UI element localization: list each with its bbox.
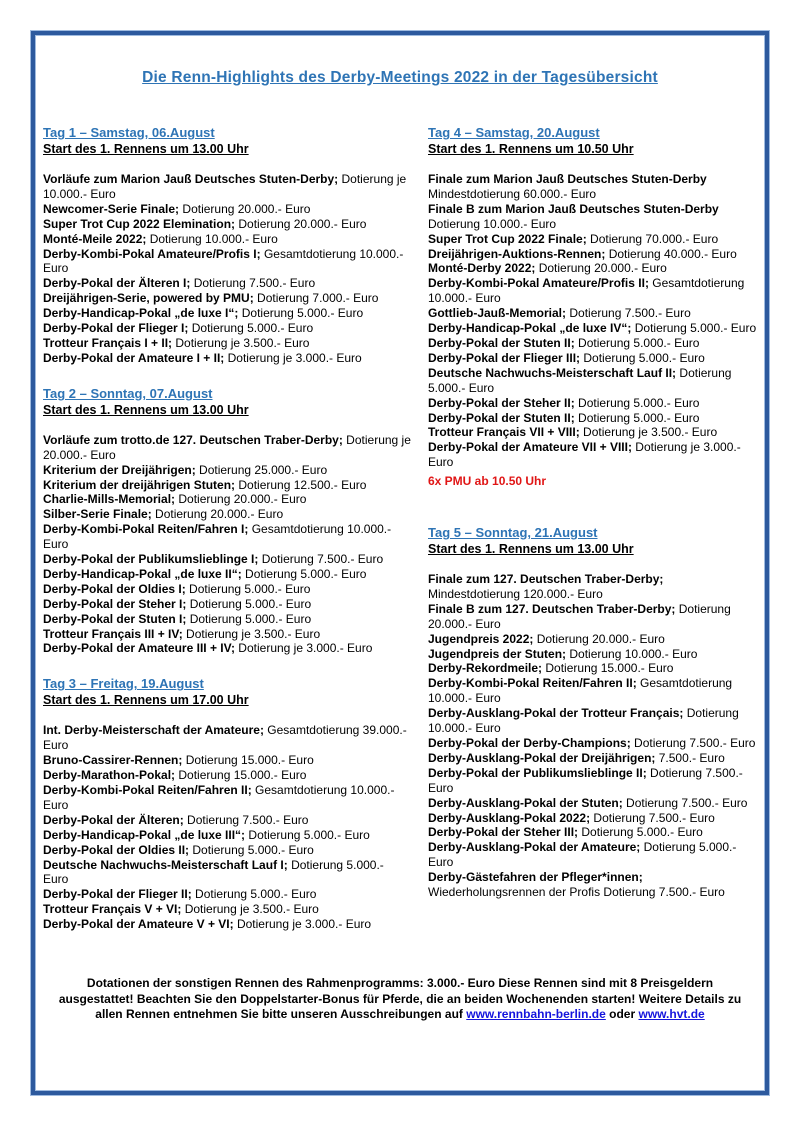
race-name: Monté-Meile 2022; <box>43 231 147 246</box>
footer-text: oder <box>605 1007 639 1022</box>
race-name: Derby-Handicap-Pokal „de luxe I“; <box>43 306 239 321</box>
race-item <box>43 247 411 277</box>
race-dotation: Dotierung je 3.000.- Euro <box>224 350 362 365</box>
race-dotation: Gesamtdotierung 10.000.- Euro <box>43 522 392 552</box>
race-item <box>428 602 758 632</box>
race-name: Derby-Marathon-Pokal; <box>43 768 176 783</box>
race-dotation: Dotierung 10.000.- Euro <box>146 231 278 246</box>
race-dotation: Dotierung 5.000.- Euro <box>189 842 314 857</box>
race-dotation: Dotierung je 3.000.- Euro <box>428 440 741 470</box>
race-name: Derby-Pokal der Steher III; <box>428 825 579 840</box>
race-dotation: Dotierung 10.000.- Euro <box>428 216 557 231</box>
race-dotation: Dotierung 20.000.- Euro <box>535 261 667 276</box>
race-dotation: Dotierung 7.500.- Euro <box>622 795 748 810</box>
race-dotation: Dotierung 7.500.- Euro <box>428 765 743 795</box>
race-item <box>43 507 411 522</box>
race-item <box>43 202 411 217</box>
race-dotation: Dotierung 20.000.- Euro <box>175 492 307 507</box>
race-dotation: Dotierung je 3.500.- Euro <box>579 425 718 440</box>
race-dotation: Dotierung 5.000.- Euro <box>245 827 370 842</box>
race-dotation: Dotierung je 3.000.- Euro <box>234 641 373 656</box>
race-name: Derby-Pokal der Älteren; <box>43 812 184 827</box>
race-dotation: Dotierung 20.000.- Euro <box>151 507 284 522</box>
race-dotation: 7.500.- Euro <box>655 750 725 765</box>
race-item <box>428 261 758 276</box>
race-name: Super Trot Cup 2022 Finale; <box>428 231 587 246</box>
race-item <box>43 492 411 507</box>
race-dotation: Gesamtdotierung 10.000.- Euro <box>43 246 404 276</box>
race-dotation: Dotierung 15.000.- Euro <box>175 768 307 783</box>
race-item <box>428 351 758 366</box>
race-item <box>43 783 411 813</box>
race-name: Finale B zum Marion Jauß Deutsches Stuten-Derby <box>428 201 719 216</box>
race-item <box>428 661 758 676</box>
race-name: Int. Derby-Meisterschaft der Amateure; <box>43 723 264 738</box>
page-border-frame <box>30 30 770 1096</box>
race-name: Derby-Kombi-Pokal Amateure/Profis II; <box>428 276 649 291</box>
race-name: Derby-Kombi-Pokal Reiten/Fahren II; <box>428 676 637 691</box>
race-name: Bruno-Cassirer-Rennen; <box>43 753 183 768</box>
race-name: Derby-Pokal der Flieger II; <box>43 887 192 902</box>
race-item <box>43 582 411 597</box>
first-race-start-time: Start des 1. Rennens um 13.00 Uhr <box>43 402 249 417</box>
race-name: Derby-Pokal der Flieger III; <box>428 350 581 365</box>
page-border-inner <box>35 35 765 1091</box>
race-dotation: Dotierung 5.000.- Euro <box>191 887 317 902</box>
race-name: Derby-Pokal der Amateure III + IV; <box>43 641 235 656</box>
race-dotation: Gesamtdotierung 10.000.- Euro <box>428 676 733 706</box>
race-name: Kriterium der Dreijährigen; <box>43 462 196 477</box>
race-dotation: Dotierung je 3.500.- Euro <box>182 626 321 641</box>
first-race-start-time: Start des 1. Rennens um 13.00 Uhr <box>43 142 249 156</box>
race-item <box>428 706 758 736</box>
race-item <box>428 202 758 232</box>
race-name: Trotteur Français V + VI; <box>43 902 182 917</box>
race-name: Vorläufe zum trotto.de 127. Deutschen Traber-Derby; <box>43 432 343 447</box>
race-name: Derby-Pokal der Oldies I; <box>43 581 186 596</box>
race-item <box>428 336 758 351</box>
two-column-layout <box>43 124 757 932</box>
race-item <box>43 217 411 232</box>
race-name: Finale zum 127. Deutschen Traber-Derby; <box>428 572 664 587</box>
race-dotation: Mindestdotierung 120.000.- Euro <box>428 586 603 601</box>
race-dotation: Dotierung 5.000.- Euro <box>238 306 364 321</box>
race-name: Trotteur Français VII + VIII; <box>428 425 580 440</box>
race-name: Derby-Ausklang-Pokal der Dreijährigen; <box>428 750 656 765</box>
race-item <box>428 825 758 840</box>
race-name: Derby-Kombi-Pokal Reiten/Fahren I; <box>43 522 249 537</box>
race-dotation: Dotierung 10.000.- Euro <box>566 646 698 661</box>
race-dotation: Dotierung 25.000.- Euro <box>195 462 328 477</box>
race-dotation: Dotierung 7.500.- Euro <box>190 276 316 291</box>
race-name: Derby-Pokal der Publikumslieblinge II; <box>428 765 647 780</box>
race-name: Derby-Handicap-Pokal „de luxe IV“; <box>428 321 632 336</box>
race-dotation: Dotierung 15.000.- Euro <box>182 753 314 768</box>
race-item <box>428 232 758 247</box>
day-section <box>428 524 758 900</box>
race-dotation: Dotierung 7.500.- Euro <box>183 812 309 827</box>
race-dotation: Dotierung 7.000.- Euro <box>253 291 379 306</box>
race-list <box>428 172 758 470</box>
race-item <box>428 736 758 751</box>
race-item <box>428 411 758 426</box>
race-name: Trotteur Français III + IV; <box>43 626 183 641</box>
race-dotation: Dotierung 5.000.- Euro <box>241 566 367 581</box>
race-name: Derby-Pokal der Amateure I + II; <box>43 350 225 365</box>
race-name: Dreijährigen-Serie, powered by PMU; <box>43 291 254 306</box>
race-dotation: Dotierung 20.000.- Euro <box>533 631 665 646</box>
race-item <box>43 843 411 858</box>
race-dotation: Dotierung 20.000.- Euro <box>179 201 311 216</box>
race-item <box>43 813 411 828</box>
race-name: Jugendpreis der Stuten; <box>428 646 567 661</box>
first-race-start-time: Start des 1. Rennens um 17.00 Uhr <box>43 693 249 708</box>
race-item <box>428 306 758 321</box>
race-name: Derby-Kombi-Pokal Amateure/Profis I; <box>43 246 261 261</box>
race-dotation: Dotierung 5.000.- Euro <box>43 857 384 887</box>
race-item <box>43 552 411 567</box>
race-item <box>428 870 758 900</box>
race-name: Derby-Pokal der Steher I; <box>43 596 187 611</box>
race-dotation: Dotierung 15.000.- Euro <box>542 661 674 676</box>
race-name: Finale B zum 127. Deutschen Traber-Derby; <box>428 601 676 616</box>
pmu-note: 6x PMU ab 10.50 Uhr <box>428 474 547 489</box>
race-name: Dreijährigen-Auktions-Rennen; <box>428 246 606 261</box>
race-dotation: Dotierung 5.000.- Euro <box>186 596 312 611</box>
race-name: Derby-Ausklang-Pokal der Trotteur Français; <box>428 706 684 721</box>
race-name: Derby-Ausklang-Pokal der Stuten; <box>428 795 623 810</box>
race-item <box>428 321 758 336</box>
race-dotation: Dotierung je 20.000.- Euro <box>43 432 411 462</box>
race-dotation: Dotierung 5.000.- Euro <box>428 840 737 870</box>
race-dotation: Dotierung 5.000.- Euro <box>574 395 700 410</box>
race-dotation: Dotierung 20.000.- Euro <box>235 216 367 231</box>
race-item <box>43 306 411 321</box>
race-item <box>43 478 411 493</box>
day-heading: Tag 1 – Samstag, 06.August <box>43 125 215 140</box>
race-name: Finale zum Marion Jauß Deutsches Stuten-Derby <box>428 172 707 186</box>
left-column <box>43 124 411 932</box>
day-section <box>43 675 411 932</box>
race-item <box>43 351 411 366</box>
day-section <box>43 385 411 657</box>
race-dotation: Dotierung 12.500.- Euro <box>235 477 367 492</box>
race-item <box>428 425 758 440</box>
race-name: Deutsche Nachwuchs-Meisterschaft Lauf I; <box>43 857 288 872</box>
race-name: Derby-Pokal der Amateure V + VI; <box>43 917 234 932</box>
race-name: Derby-Pokal der Stuten II; <box>428 410 575 425</box>
race-dotation: Dotierung 5.000.- Euro <box>185 581 311 596</box>
race-item <box>428 172 758 202</box>
race-dotation: Dotierung 5.000.- Euro <box>578 825 703 840</box>
race-item <box>43 567 411 582</box>
first-race-start-time: Start des 1. Rennens um 13.00 Uhr <box>428 542 634 557</box>
race-name: Derby-Gästefahren der Pfleger*innen; <box>428 870 643 885</box>
race-item <box>43 291 411 306</box>
race-name: Gottlieb-Jauß-Memorial; <box>428 306 567 321</box>
race-item <box>43 172 411 202</box>
race-dotation: Dotierung 5.000.- Euro <box>428 365 732 395</box>
race-name: Derby-Pokal der Amateure VII + VIII; <box>428 440 632 455</box>
race-item <box>43 627 411 642</box>
race-dotation: Dotierung 7.500.- Euro <box>630 736 756 750</box>
race-dotation: Dotierung 40.000.- Euro <box>605 246 737 261</box>
race-dotation: Gesamtdotierung 39.000.- Euro <box>43 723 407 753</box>
race-item <box>428 247 758 262</box>
race-name: Monté-Derby 2022; <box>428 261 536 276</box>
day-heading: Tag 2 – Sonntag, 07.August <box>43 385 213 401</box>
race-item <box>428 647 758 662</box>
race-item <box>428 766 758 796</box>
race-dotation: Dotierung 5.000.- Euro <box>188 321 314 336</box>
race-dotation: Mindestdotierung 60.000.- Euro <box>428 186 597 201</box>
footer-text: Dotationen der sonstigen Rennen des Rahmenprogramms: 3.000.- Euro Diese Rennen sind mit 8 Preisgeldern ausgestattet! Beachten Sie den Doppelstarter-Bonus für Pferde, die an beiden Wochenenden starten! Weitere Details zu allen Rennen entnehmen Sie bitte unseren Ausschreibungen auf <box>58 976 742 1022</box>
race-item <box>43 321 411 336</box>
race-name: Derby-Rekordmeile; <box>428 661 543 676</box>
day-heading: Tag 3 – Freitag, 19.August <box>43 676 204 692</box>
race-name: Derby-Pokal der Steher II; <box>428 395 575 410</box>
race-name: Derby-Pokal der Älteren I; <box>43 276 191 291</box>
day-section <box>43 124 411 366</box>
race-dotation: Gesamtdotierung 10.000.- Euro <box>428 276 745 306</box>
day-section <box>428 124 758 489</box>
race-item <box>43 612 411 627</box>
race-name: Derby-Ausklang-Pokal 2022; <box>428 810 591 825</box>
race-name: Jugendpreis 2022; <box>428 631 534 646</box>
right-column <box>428 124 758 900</box>
race-name: Charlie-Mills-Memorial; <box>43 492 176 507</box>
race-item <box>428 572 758 602</box>
race-item <box>43 336 411 351</box>
race-dotation: Dotierung je 3.000.- Euro <box>233 917 372 932</box>
document-content <box>36 36 764 1023</box>
race-name: Trotteur Français I + II; <box>43 335 173 350</box>
race-name: Super Trot Cup 2022 Elemination; <box>43 216 236 231</box>
race-dotation: Dotierung 20.000.- Euro <box>428 601 731 631</box>
race-name: Derby-Pokal der Stuten II; <box>428 335 575 350</box>
race-name: Derby-Pokal der Derby-Champions; <box>428 736 631 750</box>
race-name: Newcomer-Serie Finale; <box>43 201 180 216</box>
day-heading: Tag 4 – Samstag, 20.August <box>428 125 600 140</box>
race-item <box>43 858 411 888</box>
race-item <box>428 811 758 826</box>
race-name: Vorläufe zum Marion Jauß Deutsches Stuten-Derby; <box>43 172 339 186</box>
footer-link[interactable]: www.rennbahn-berlin.de <box>466 1007 606 1022</box>
race-item <box>43 723 411 753</box>
race-name: Silber-Serie Finale; <box>43 507 152 522</box>
race-item <box>428 276 758 306</box>
race-dotation: Dotierung je 3.500.- Euro <box>172 335 310 350</box>
race-item <box>428 751 758 766</box>
race-list <box>43 433 411 657</box>
race-item <box>43 522 411 552</box>
day-heading: Tag 5 – Sonntag, 21.August <box>428 525 598 541</box>
race-item <box>43 463 411 478</box>
page-title: Die Renn-Highlights des Derby-Meetings 2022 in der Tagesübersicht <box>142 69 658 86</box>
race-item <box>43 917 411 932</box>
race-dotation: Dotierung 7.500.- Euro <box>566 306 691 321</box>
race-item <box>43 232 411 247</box>
race-item <box>428 676 758 706</box>
race-list <box>428 572 758 900</box>
race-dotation: Gesamtdotierung 10.000.- Euro <box>43 783 395 812</box>
race-item <box>428 366 758 396</box>
race-dotation: Dotierung 5.000.- Euro <box>631 321 757 336</box>
race-dotation: Dotierung 5.000.- Euro <box>580 350 705 365</box>
race-item <box>428 440 758 470</box>
race-name: Derby-Kombi-Pokal Reiten/Fahren II; <box>43 783 252 797</box>
race-dotation: Dotierung 7.500.- Euro <box>590 810 715 825</box>
race-item <box>43 768 411 783</box>
race-item <box>43 753 411 768</box>
race-dotation: Dotierung 10.000.- Euro <box>428 706 739 736</box>
race-list <box>43 723 411 932</box>
race-list <box>43 172 411 366</box>
footer-link[interactable]: www.hvt.de <box>638 1007 705 1022</box>
race-dotation: Dotierung 5.000.- Euro <box>574 335 700 350</box>
page-border-core <box>31 31 769 1095</box>
race-dotation: Dotierung je 10.000.- Euro <box>43 172 407 201</box>
race-name: Derby-Pokal der Flieger I; <box>43 321 189 336</box>
race-item <box>428 796 758 811</box>
race-name: Deutsche Nachwuchs-Meisterschaft Lauf II; <box>428 365 677 380</box>
race-dotation: Dotierung 7.500.- Euro <box>258 552 384 567</box>
race-item <box>43 597 411 612</box>
race-item <box>43 828 411 843</box>
race-item <box>43 276 411 291</box>
race-name: Derby-Pokal der Stuten I; <box>43 611 187 626</box>
race-name: Derby-Pokal der Oldies II; <box>43 842 190 857</box>
race-dotation: Dotierung 5.000.- Euro <box>186 611 312 626</box>
footer-note <box>48 976 752 1023</box>
race-name: Derby-Ausklang-Pokal der Amateure; <box>428 840 641 855</box>
race-item <box>43 902 411 917</box>
race-name: Derby-Pokal der Publikumslieblinge I; <box>43 552 259 567</box>
race-item <box>428 396 758 411</box>
race-dotation: Wiederholungsrennen der Profis Dotierung 7.500.- Euro <box>428 885 725 900</box>
first-race-start-time: Start des 1. Rennens um 10.50 Uhr <box>428 142 634 156</box>
race-item <box>43 433 411 463</box>
race-dotation: Dotierung je 3.500.- Euro <box>181 902 319 917</box>
race-item <box>43 887 411 902</box>
race-item <box>428 632 758 647</box>
race-name: Kriterium der dreijährigen Stuten; <box>43 477 236 492</box>
race-item <box>43 641 411 656</box>
race-dotation: Dotierung 70.000.- Euro <box>586 231 719 246</box>
race-item <box>428 840 758 870</box>
race-name: Derby-Handicap-Pokal „de luxe III“; <box>43 827 246 842</box>
race-name: Derby-Handicap-Pokal „de luxe II“; <box>43 566 242 581</box>
race-dotation: Dotierung 5.000.- Euro <box>574 410 700 425</box>
